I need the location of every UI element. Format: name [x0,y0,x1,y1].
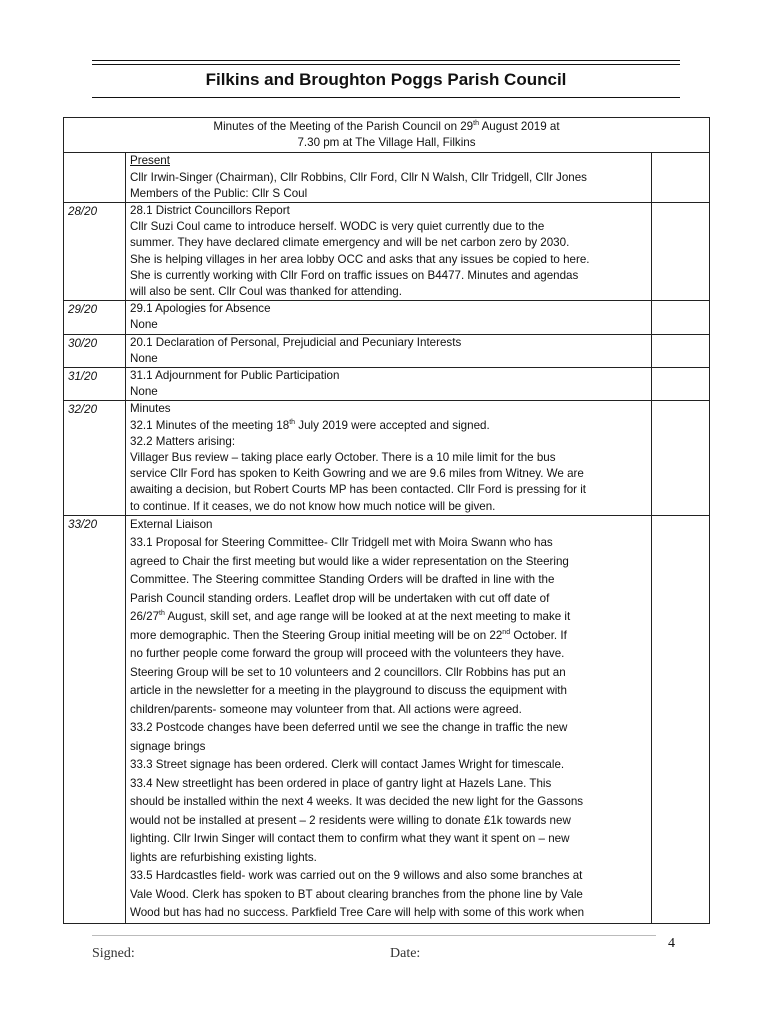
item-number: 32/20 [64,401,126,515]
text-line: 29.1 Apologies for Absence [130,302,271,316]
text-line: She is helping villages in her area lobby OCC and asks that any issues be copied to here. [130,252,590,266]
table-row [64,301,710,334]
document-title: Filkins and Broughton Poggs Parish Council [205,70,567,89]
present-label: Present [130,154,170,168]
text-line: Vale Wood. Clerk has spoken to BT about clearing branches from the phone line by Vale [130,887,583,901]
signed-label: Signed: [92,946,135,961]
text-line: Wood but has had no success. Parkfield Tree Care will help with some of this work when [130,906,585,920]
text-line: children/parents- someone may volunteer from that. All actions were agreed. [130,702,522,716]
text-line: lighting. Cllr Irwin Singer will contact them to confirm what they want it spent on – new [130,832,570,846]
item-content [126,334,652,367]
text-line: None [130,385,158,399]
item-number: 30/20 [64,334,126,367]
text-line: 20.1 Declaration of Personal, Prejudicial and Pecuniary Interests [130,335,462,349]
text-line: Cllr Suzi Coul came to introduce herself. WODC is very quiet currently due to the [130,220,545,234]
item-number: 28/20 [64,203,126,301]
text-line: External Liaison [130,517,213,531]
action-cell [652,203,710,301]
text-line: lights are refurbishing existing lights. [130,850,317,864]
text-line: None [130,351,158,365]
table-row [64,153,710,203]
meeting-heading-line-2: 7.30 pm at The Village Hall, Filkins [297,136,476,150]
item-content [126,153,652,203]
footer-rule [92,935,656,936]
text-line: 32.1 Minutes of the meeting 18th July 2019 were accepted and signed. [130,418,490,432]
text-line: Committee. The Steering committee Standing Orders will be drafted in line with the [130,573,555,587]
item-content [126,203,652,301]
minutes-table [63,117,710,924]
page-number: 4 [668,936,675,951]
text-line: to continue. If it ceases, we do not know how much notice will be given. [130,499,496,513]
text-line: 33.4 New streetlight has been ordered in place of gantry light at Hazels Lane. This [130,776,552,790]
action-cell [652,515,710,923]
item-number: 31/20 [64,368,126,401]
table-row [64,334,710,367]
meeting-heading-row [64,118,710,153]
item-number [64,153,126,203]
item-content [126,401,652,515]
header-rule-top [92,60,680,61]
text-line: no further people come forward the group will proceed with the volunteers they have. [130,647,565,661]
table-row [64,203,710,301]
text-line: would not be installed at present – 2 residents were willing to donate £1k towards new [130,813,571,827]
text-line: 26/27th August, skill set, and age range will be looked at at the next meeting to make it [130,610,571,624]
text-line: 33.2 Postcode changes have been deferred until we see the change in traffic the new [130,721,568,735]
text-line: 33.3 Street signage has been ordered. Clerk will contact James Wright for timescale. [130,758,565,772]
action-cell [652,401,710,515]
meeting-heading [64,118,710,153]
text-line: 31.1 Adjournment for Public Participation [130,369,340,383]
text-line: She is currently working with Cllr Ford on traffic issues on B4477. Minutes and agendas [130,268,579,282]
text-line: 33.5 Hardcastles field- work was carried out on the 9 willows and also some branches at [130,869,583,883]
text-line: Villager Bus review – taking place early October. There is a 10 mile limit for the bus [130,451,556,465]
text-line: article in the newsletter for a meeting in the playground to discuss the equipment with [130,684,567,698]
text-line: Minutes [130,402,171,416]
present-members: Cllr Irwin-Singer (Chairman), Cllr Robbins, Cllr Ford, Cllr N Walsh, Cllr Tridgell, Cllr Jones [130,170,587,184]
text-line: 28.1 District Councillors Report [130,204,290,218]
text-line: None [130,318,158,332]
item-content [126,368,652,401]
meeting-heading-line-1: Minutes of the Meeting of the Parish Council on 29th August 2019 at [213,120,560,133]
table-row [64,401,710,515]
text-line: will also be sent. Cllr Coul was thanked for attending. [130,285,402,299]
action-cell [652,334,710,367]
header-rule-top-double [92,64,680,65]
header-rule-bottom [92,97,680,98]
item-content [126,301,652,334]
text-line: Parish Council standing orders. Leaflet drop will be undertaken with cut off date of [130,591,550,605]
text-line: 32.2 Matters arising: [130,434,236,448]
item-number: 29/20 [64,301,126,334]
text-line: should be installed within the next 4 weeks. It was decided the new light for the Gassons [130,795,584,809]
text-line: summer. They have declared climate emergency and will be net carbon zero by 2030. [130,236,570,250]
action-cell [652,368,710,401]
table-row [64,368,710,401]
action-cell [652,153,710,203]
text-line: 33.1 Proposal for Steering Committee- Cllr Tridgell met with Moira Swann who has [130,536,553,550]
text-line: more demographic. Then the Steering Group initial meeting will be on 22nd October. If [130,628,567,642]
text-line: signage brings [130,739,206,753]
text-line: Steering Group will be set to 10 volunteers and 2 councillors. Cllr Robbins has put an [130,665,566,679]
table-row [64,515,710,923]
text-line: agreed to Chair the first meeting but would like a wider representation on the Steering [130,554,569,568]
item-number: 33/20 [64,515,126,923]
present-public: Members of the Public: Cllr S Coul [130,186,308,200]
text-line: awaiting a decision, but Robert Courts MP has been contacted. Cllr Ford is pressing for it [130,483,587,497]
action-cell [652,301,710,334]
item-content [126,515,652,923]
text-line: service Cllr Ford has spoken to Keith Gowring and we are 9.6 miles from Witney. We are [130,467,584,481]
date-label: Date: [390,946,421,961]
